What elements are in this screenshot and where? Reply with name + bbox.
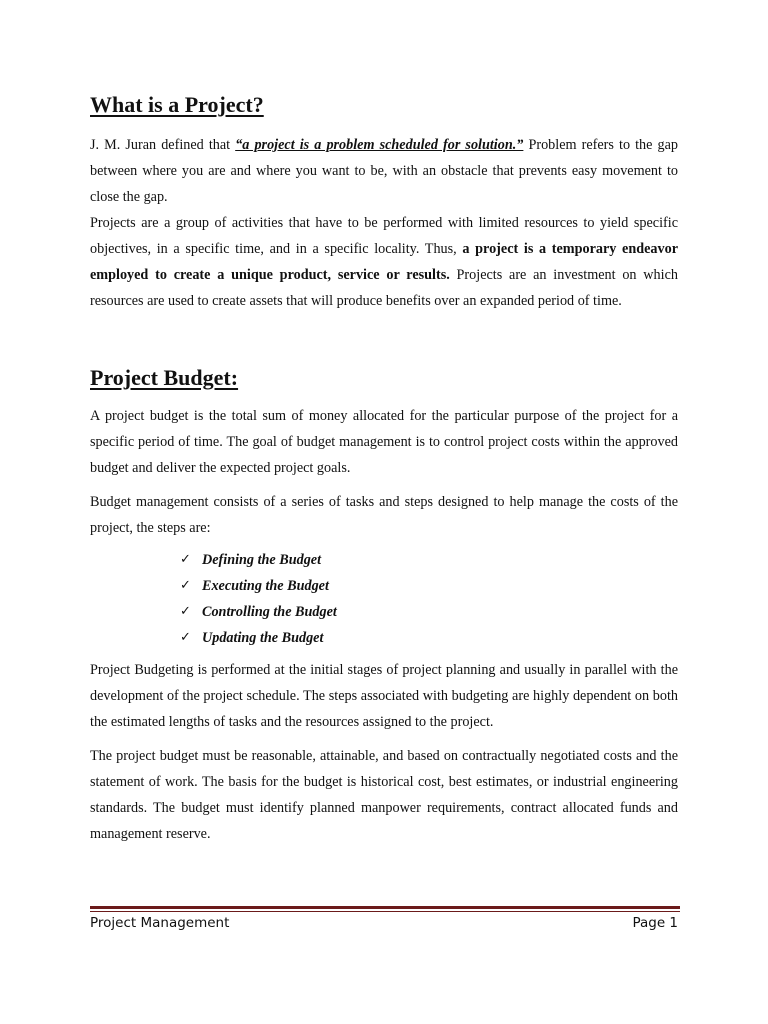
paragraph-projects-definition xyxy=(90,210,678,314)
list-item xyxy=(180,573,678,599)
list-item xyxy=(180,547,678,573)
step-label: Controlling the Budget xyxy=(202,604,337,620)
heading-what-is-a-project: What is a Project? xyxy=(90,92,264,117)
list-item xyxy=(180,625,678,651)
step-label: Updating the Budget xyxy=(202,630,324,646)
step-label: Defining the Budget xyxy=(202,552,322,568)
text-run: Projects are an investment on which resources are used to create assets that will produce benefits over an expanded period of time. xyxy=(90,267,678,309)
footer-divider xyxy=(90,906,680,909)
checkmark-icon: ✓ xyxy=(180,604,191,619)
bold-definition: a project is a temporary endeavor employed to create a unique product, service or results. xyxy=(90,241,679,283)
paragraph-budget-management: Budget management consists of a series of tasks and steps designed to help manage the costs of the project, the steps are: xyxy=(90,494,678,536)
section-what-is-a-project xyxy=(90,132,678,314)
checkmark-icon: ✓ xyxy=(180,578,191,593)
paragraph-juran-definition xyxy=(90,132,678,210)
checkmark-icon: ✓ xyxy=(180,630,191,645)
text-run: Problem refers to the gap between where you are and where you want to be, with an obstacle that prevents easy movement to close the gap. xyxy=(90,137,679,205)
paragraph-budget-definition: A project budget is the total sum of money allocated for the particular purpose of the project for a specific period of time. The goal of budget management is to control project costs within the approved budget and deliver the expected project goals. xyxy=(90,408,678,476)
text-run: J. M. Juran defined that xyxy=(90,137,236,153)
paragraph-budget-basis: The project budget must be reasonable, attainable, and based on contractually negotiated costs and the statement of work. The basis for the budget is historical cost, best estimates, or industrial engineering standards. The budget must identify planned manpower requirements, contract allocated funds and management reserve. xyxy=(90,748,678,842)
list-item xyxy=(180,599,678,625)
page-number: Page 1 xyxy=(632,915,678,931)
budget-steps-list xyxy=(90,547,678,651)
step-label: Executing the Budget xyxy=(202,578,329,594)
page-footer xyxy=(90,914,678,932)
footer-title: Project Management xyxy=(90,915,230,931)
juran-quote: “a project is a problem scheduled for solution.” xyxy=(235,137,524,153)
section-project-budget xyxy=(90,403,678,847)
footer-divider-thin xyxy=(90,911,680,912)
checkmark-icon: ✓ xyxy=(180,552,191,567)
heading-project-budget: Project Budget: xyxy=(90,365,239,390)
text-run: Projects are a group of activities that have to be performed with limited resources to yield specific objectives, in a specific time, and in a specific locality. Thus, xyxy=(90,215,678,257)
paragraph-budgeting-timing: Project Budgeting is performed at the initial stages of project planning and usually in parallel with the development of the project schedule. The steps associated with budgeting are highly dependent on both the estimated lengths of tasks and the resources assigned to the project. xyxy=(90,662,678,730)
